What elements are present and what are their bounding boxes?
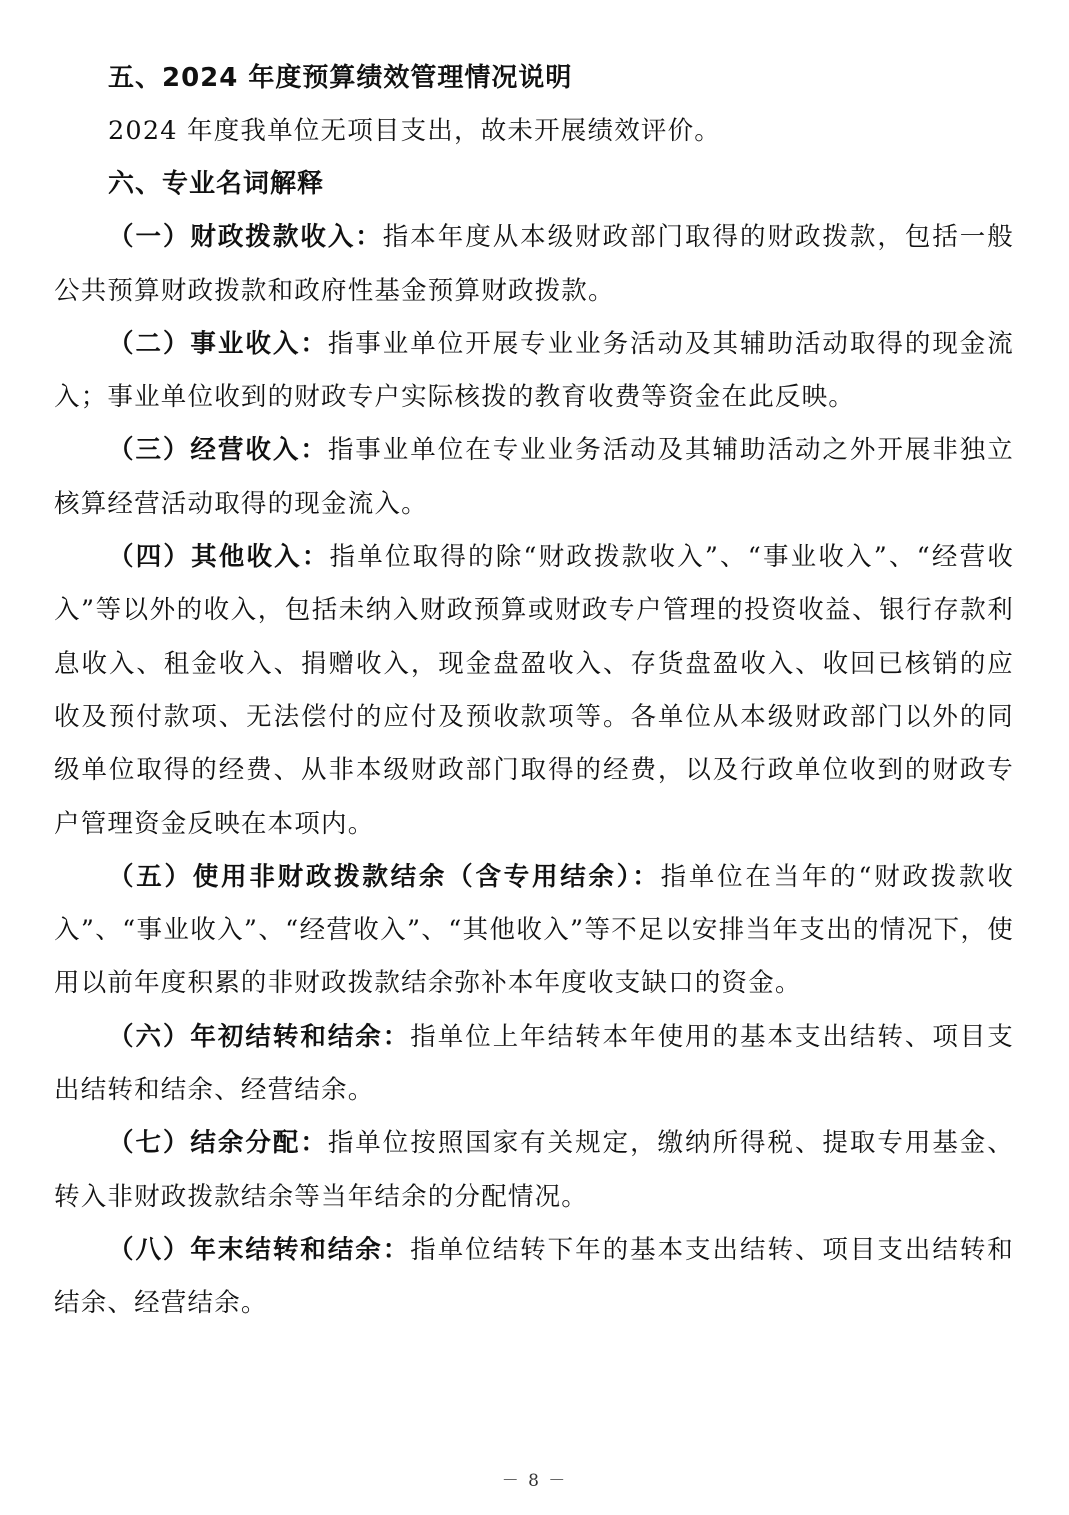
term-paragraph-7 [54,1117,1014,1224]
term-paragraph-4 [54,531,1014,851]
term-label: （六）年初结转和结余： [108,1021,411,1052]
term-paragraph-8 [54,1224,1014,1331]
term-definition: 指本年度从本级财政部门取得的财政拨款，包括一般公共预算财政拨款和政府性基金预算财政拨款。 [54,222,1014,306]
term-paragraph-3 [54,424,1014,531]
term-label: （三）经营收入： [108,435,328,466]
term-definition: 指单位结转下年的基本支出结转、项目支出结转和结余、经营结余。 [54,1234,1015,1319]
term-definition: 指单位在当年的“财政拨款收入”、“事业收入”、“经营收入”、“其他收入”等不足以安排当年支出的情况下，使用以前年度积累的非财政拨款结余弥补本年度收支缺口的资金。 [54,861,1014,999]
term-paragraph-6 [54,1011,1014,1118]
term-label: （一）财政拨款收入： [108,222,383,253]
term-definition: 指单位按照国家有关规定，缴纳所得税、提取专用基金、转入非财政拨款结余等当年结余的分配情况。 [54,1128,1014,1212]
term-definition: 指事业单位在专业业务活动及其辅助活动之外开展非独立核算经营活动取得的现金流入。 [54,435,1014,519]
term-definition: 指单位上年结转本年使用的基本支出结转、项目支出结转和结余、经营结余。 [54,1021,1015,1106]
page-number: － 8 － [501,1471,568,1491]
term-label: （二）事业收入： [108,328,328,359]
document-page [54,52,1014,1331]
term-label: （五）使用非财政拨款结余（含专用结余）： [108,861,661,892]
section-heading-terms: 六、专业名词解释 [108,169,325,200]
term-label: （七）结余分配： [108,1128,328,1159]
term-paragraph-2 [54,318,1014,425]
term-definition: 指单位取得的除“财政拨款收入”、“事业收入”、“经营收入”等以外的收入，包括未纳入财政预算或财政专户管理的投资收益、银行存款利息收入、租金收入、捐赠收入，现金盘盈收入、存货盘盈收入、收回已核销的应收及预付款项、无法偿付的应付及预收款项等。各单位从本级财政部门以外的同级单位取得的经费、从非本级财政部门取得的经费，以及行政单位收到的财政专户管理资金反映在本项内。 [54,542,1014,839]
term-definition: 指事业单位开展专业业务活动及其辅助活动取得的现金流入；事业单位收到的财政专户实际核拨的教育收费等资金在此反映。 [54,328,1014,413]
term-paragraph-1 [54,211,1014,318]
term-label: （四）其他收入： [108,542,330,573]
term-label: （八）年末结转和结余： [108,1234,411,1265]
section-heading-performance: 五、2024 年度预算绩效管理情况说明 [108,63,573,93]
term-paragraph-5 [54,851,1014,1011]
performance-paragraph: 2024 年度我单位无项目支出，故未开展绩效评价。 [108,116,722,146]
